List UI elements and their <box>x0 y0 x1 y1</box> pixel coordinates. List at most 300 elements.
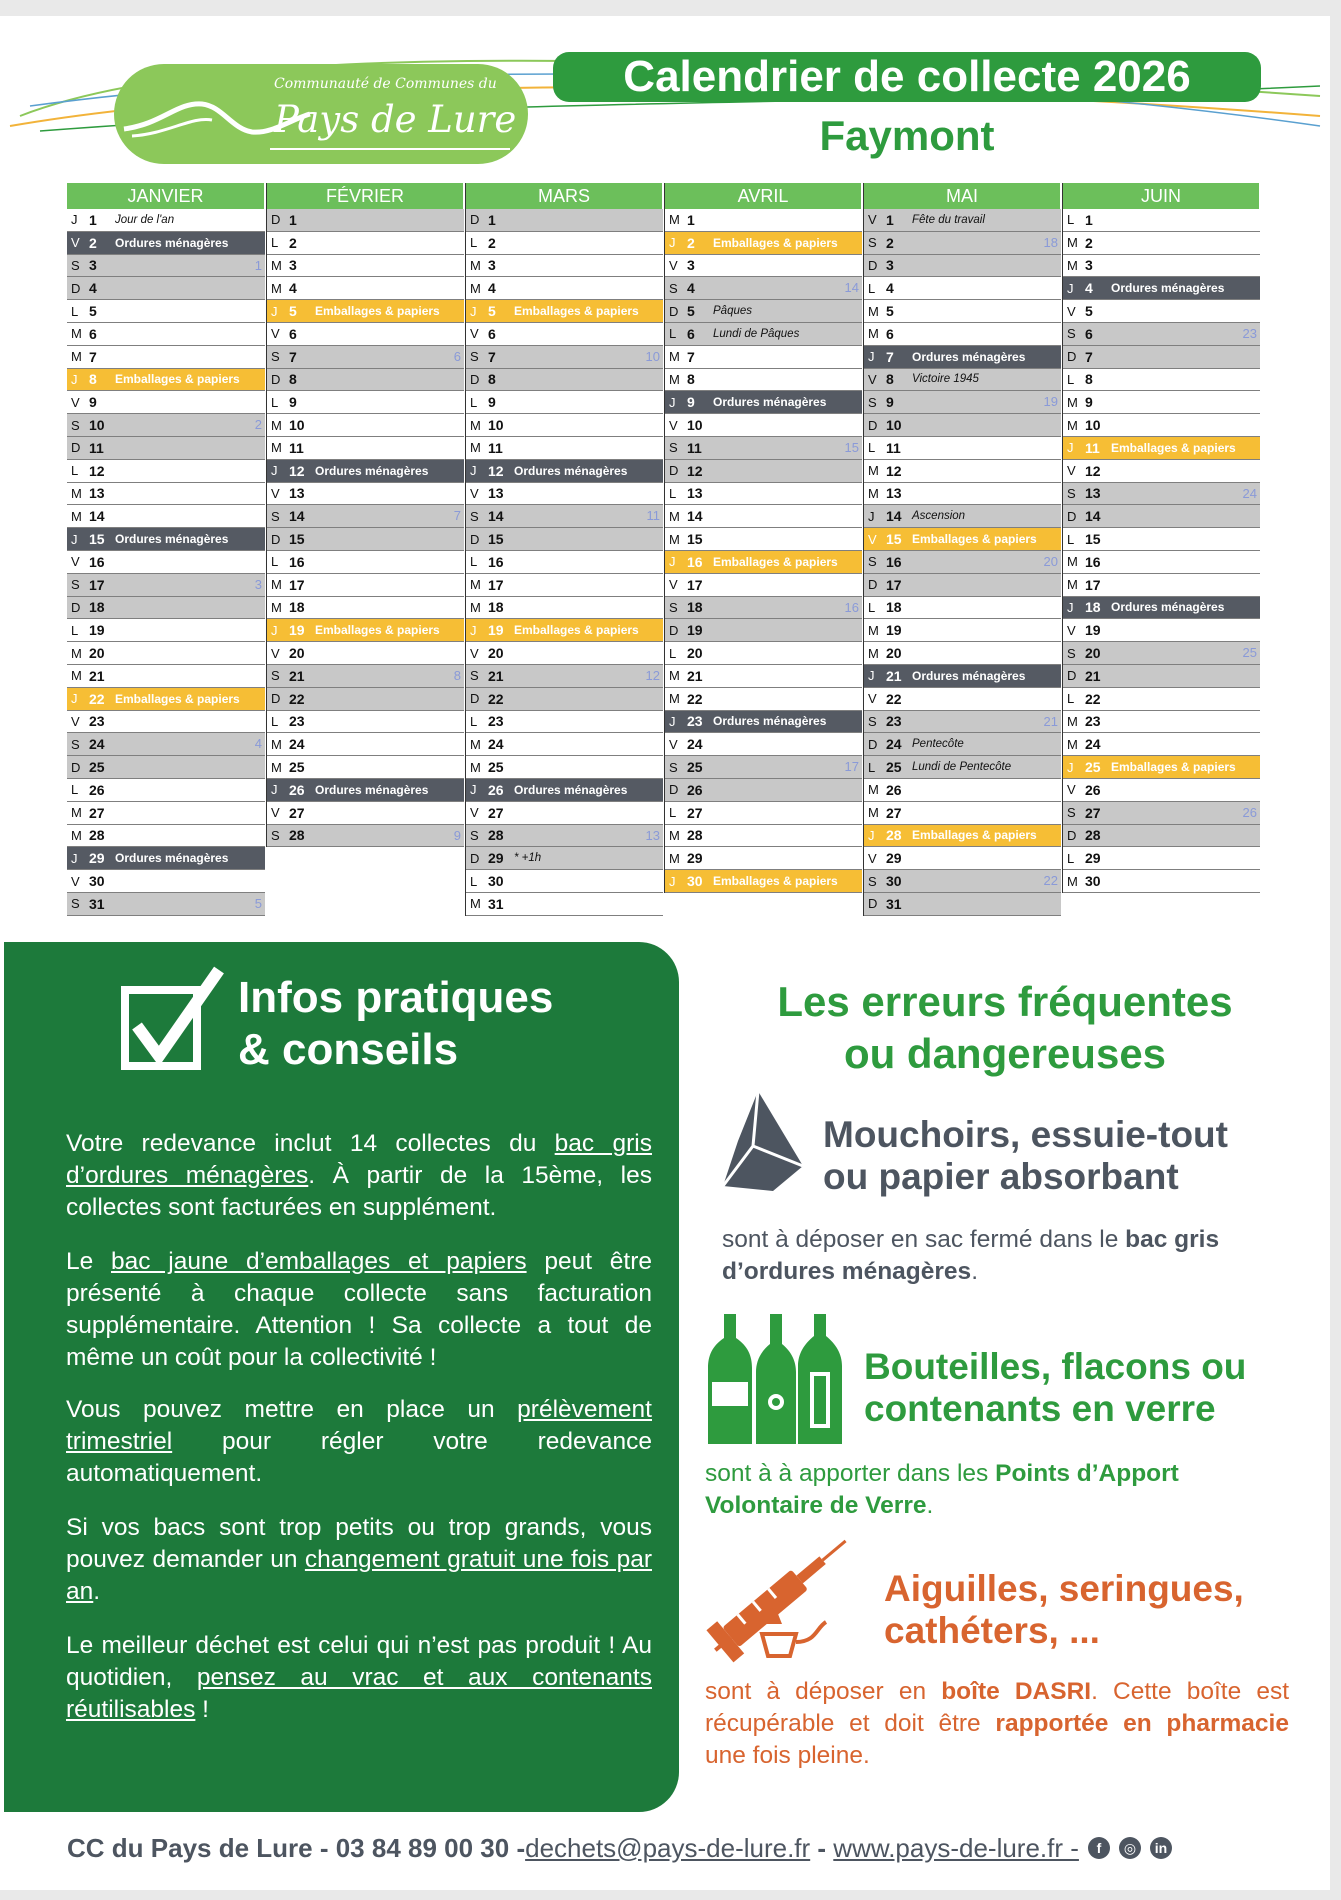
day-letter: J <box>868 349 875 365</box>
day-row <box>864 756 1061 779</box>
day-event: Ordures ménagères <box>115 235 229 250</box>
day-number: 31 <box>886 895 902 912</box>
day-row <box>1063 574 1260 597</box>
day-number: 1 <box>1085 211 1093 228</box>
day-number: 16 <box>488 553 504 570</box>
day-number: 3 <box>89 257 97 274</box>
day-row <box>466 414 663 437</box>
week-number: 22 <box>1043 873 1058 889</box>
day-row <box>267 756 464 779</box>
day-number: 11 <box>89 439 104 456</box>
day-letter: S <box>470 508 479 524</box>
day-letter: J <box>669 235 676 251</box>
day-number: 24 <box>289 736 305 753</box>
day-number: 9 <box>289 394 297 411</box>
day-number: 4 <box>687 280 695 297</box>
day-number: 23 <box>687 713 703 730</box>
day-row <box>466 847 663 870</box>
day-number: 16 <box>89 553 105 570</box>
day-row <box>1063 711 1260 734</box>
p2-underline: bac jaune d’emballages et papiers <box>111 1248 527 1275</box>
day-row <box>864 597 1061 620</box>
day-number: 18 <box>1085 599 1101 616</box>
day-row <box>67 756 265 779</box>
day-letter: L <box>470 554 478 570</box>
day-number: 4 <box>89 280 97 297</box>
day-row <box>1063 665 1260 688</box>
day-number: 19 <box>886 622 902 639</box>
day-letter: L <box>1067 850 1075 866</box>
day-letter: J <box>868 508 875 524</box>
header <box>0 16 1330 181</box>
day-number: 13 <box>89 485 105 502</box>
day-letter: L <box>271 235 279 251</box>
day-row <box>864 232 1061 255</box>
day-row <box>67 209 265 232</box>
day-row <box>665 825 862 848</box>
day-number: 31 <box>89 895 105 912</box>
day-row <box>67 619 265 642</box>
day-letter: V <box>868 691 877 707</box>
day-letter: J <box>271 622 278 638</box>
day-letter: M <box>1067 394 1078 410</box>
day-letter: D <box>868 417 878 433</box>
day-number: 13 <box>488 485 504 502</box>
day-row <box>864 619 1061 642</box>
day-number: 19 <box>1085 622 1101 639</box>
infos-panel <box>4 942 679 1812</box>
day-letter: L <box>1067 371 1075 387</box>
p5-text: Le meilleur déchet est celui qui n’est pas produit ! Au quotidien, <box>66 1632 652 1691</box>
day-letter: J <box>71 850 78 866</box>
day-number: 1 <box>488 211 496 228</box>
error-3-heading <box>884 1568 1244 1652</box>
month-column <box>863 183 1061 916</box>
day-number: 27 <box>289 804 305 821</box>
day-number: 22 <box>687 690 703 707</box>
day-row <box>267 483 464 506</box>
month-header: MAI <box>864 183 1061 209</box>
day-row <box>466 870 663 893</box>
day-row <box>665 323 862 346</box>
day-event: Ascension <box>912 510 966 523</box>
p2-text: Le <box>66 1248 111 1275</box>
day-row <box>1063 551 1260 574</box>
day-number: 14 <box>886 508 902 525</box>
day-row <box>864 437 1061 460</box>
day-number: 30 <box>1085 873 1101 889</box>
day-number: 26 <box>89 781 105 798</box>
day-letter: S <box>470 349 479 365</box>
title-banner <box>553 52 1261 102</box>
day-row <box>67 551 265 574</box>
collection-calendar <box>67 183 1262 939</box>
day-event: Emballages & papiers <box>315 623 440 638</box>
day-number: 9 <box>886 394 894 411</box>
day-letter: D <box>71 280 81 296</box>
day-number: 19 <box>687 622 703 639</box>
day-letter: V <box>868 212 877 228</box>
day-row <box>1063 391 1260 414</box>
day-letter: S <box>669 759 678 775</box>
day-row <box>665 232 862 255</box>
day-number: 31 <box>488 895 504 912</box>
day-letter: M <box>669 349 680 365</box>
day-number: 12 <box>488 462 504 479</box>
day-row <box>466 733 663 756</box>
day-number: 5 <box>89 303 97 320</box>
day-letter: L <box>71 303 79 319</box>
instagram-icon[interactable]: ◎ <box>1119 1837 1141 1859</box>
day-number: 24 <box>687 736 703 753</box>
day-letter: S <box>868 713 877 729</box>
day-number: 8 <box>687 371 695 388</box>
day-event: Emballages & papiers <box>1111 760 1236 775</box>
day-number: 11 <box>687 439 702 456</box>
day-number: 21 <box>687 667 703 684</box>
day-letter: J <box>71 371 78 387</box>
day-row <box>665 870 862 893</box>
day-letter: V <box>1067 303 1076 319</box>
day-row <box>67 460 265 483</box>
day-letter: J <box>271 463 278 479</box>
day-number: 11 <box>488 439 503 456</box>
day-letter: S <box>71 896 80 912</box>
day-number: 26 <box>687 781 703 798</box>
day-number: 15 <box>89 531 105 548</box>
e3-text-2: . Cette boîte est récupérable et doit être <box>705 1678 1289 1737</box>
day-row <box>1063 619 1260 642</box>
day-letter: D <box>271 212 281 228</box>
day-letter: V <box>1067 782 1076 798</box>
day-number: 24 <box>1085 736 1101 753</box>
day-number: 5 <box>1085 303 1093 320</box>
day-number: 15 <box>1085 531 1101 548</box>
day-row <box>466 483 663 506</box>
day-number: 28 <box>289 827 305 844</box>
day-event: Ordures ménagères <box>1111 600 1225 615</box>
day-letter: D <box>1067 668 1077 684</box>
p4-text: Si vos bacs sont trop petits ou trop grands, vous pouvez demander un <box>66 1514 652 1573</box>
day-row <box>864 323 1061 346</box>
day-letter: J <box>1067 599 1074 615</box>
e3-bold-1: boîte DASRI <box>941 1678 1092 1705</box>
day-letter: L <box>470 713 478 729</box>
day-number: 30 <box>687 873 703 889</box>
day-row <box>1063 255 1260 278</box>
day-row <box>466 255 663 278</box>
day-event: Emballages & papiers <box>315 304 440 319</box>
e3-bold-2: rapportée en pharmacie <box>995 1710 1289 1737</box>
day-letter: V <box>271 645 280 661</box>
footer-website-link[interactable]: www.pays-de-lure.fr - <box>833 1832 1079 1863</box>
day-number: 20 <box>488 645 504 662</box>
day-letter: M <box>868 782 879 798</box>
week-number: 6 <box>453 348 461 364</box>
day-row <box>267 300 464 323</box>
day-number: 7 <box>488 348 496 365</box>
day-letter: M <box>1067 554 1078 570</box>
error-1-description <box>722 1224 1282 1288</box>
day-number: 8 <box>89 371 97 388</box>
day-row <box>67 323 265 346</box>
day-row <box>267 255 464 278</box>
day-row <box>267 642 464 665</box>
day-letter: M <box>470 440 481 456</box>
day-row <box>466 437 663 460</box>
day-letter: S <box>71 577 80 593</box>
day-letter: V <box>470 485 479 501</box>
day-row <box>67 300 265 323</box>
day-number: 12 <box>886 462 902 479</box>
day-number: 11 <box>289 439 304 456</box>
day-letter: M <box>71 326 82 342</box>
day-number: 15 <box>886 531 902 548</box>
day-letter: M <box>669 531 680 547</box>
day-letter: J <box>669 873 676 889</box>
day-row <box>267 597 464 620</box>
day-letter: J <box>669 713 676 729</box>
day-letter: L <box>669 326 677 342</box>
day-event: Victoire 1945 <box>912 373 979 386</box>
week-number: 10 <box>645 348 660 364</box>
footer <box>67 1828 1267 1868</box>
footer-email-link[interactable]: dechets@pays-de-lure.fr <box>525 1832 811 1863</box>
day-row <box>267 414 464 437</box>
commune-name: Faymont <box>819 112 995 159</box>
day-row <box>466 574 663 597</box>
day-event: Ordures ménagères <box>912 668 1026 683</box>
week-number: 13 <box>645 827 660 843</box>
errors-title <box>700 976 1310 1080</box>
day-number: 22 <box>289 690 305 707</box>
day-letter: M <box>669 827 680 843</box>
day-number: 30 <box>886 873 902 889</box>
day-row <box>864 711 1061 734</box>
e1-end: . <box>971 1258 978 1285</box>
day-number: 23 <box>1085 713 1101 730</box>
day-number: 4 <box>488 280 496 297</box>
info-paragraph-5 <box>66 1630 652 1726</box>
day-row <box>665 460 862 483</box>
day-row <box>267 323 464 346</box>
day-row <box>1063 756 1260 779</box>
day-row <box>466 779 663 802</box>
month-header: AVRIL <box>665 183 862 209</box>
day-number: 12 <box>89 462 105 479</box>
month-header: JANVIER <box>67 183 265 209</box>
day-letter: L <box>868 599 876 615</box>
day-number: 29 <box>886 850 902 867</box>
error-2-heading-line1: Bouteilles, flacons ou <box>864 1346 1247 1387</box>
day-row <box>466 893 663 916</box>
day-row <box>665 528 862 551</box>
day-event: Pâques <box>713 305 753 318</box>
day-number: 15 <box>488 531 504 548</box>
day-letter: M <box>470 896 481 912</box>
day-row <box>1063 802 1260 825</box>
day-number: 24 <box>89 736 105 753</box>
day-number: 14 <box>687 508 703 525</box>
day-number: 13 <box>289 485 305 502</box>
day-row <box>267 437 464 460</box>
day-letter: L <box>1067 691 1075 707</box>
e3-end: une fois pleine. <box>705 1742 870 1769</box>
month-column <box>664 183 862 893</box>
day-number: 8 <box>886 371 894 388</box>
day-letter: S <box>868 394 877 410</box>
day-letter: D <box>271 691 281 707</box>
day-row <box>466 369 663 392</box>
p5-text-end: ! <box>195 1696 209 1723</box>
day-number: 19 <box>289 622 305 639</box>
day-number: 14 <box>89 508 105 525</box>
day-row <box>665 574 862 597</box>
day-row <box>267 619 464 642</box>
day-row <box>665 665 862 688</box>
day-letter: M <box>470 577 481 593</box>
day-number: 28 <box>1085 827 1101 844</box>
day-row <box>466 825 663 848</box>
e1-text: sont à déposer en sac fermé dans le <box>722 1226 1126 1253</box>
day-letter: S <box>1067 326 1076 342</box>
day-number: 23 <box>886 713 902 730</box>
day-number: 6 <box>89 325 97 342</box>
day-row <box>864 574 1061 597</box>
day-number: 10 <box>289 417 305 434</box>
week-number: 26 <box>1242 804 1257 820</box>
day-letter: D <box>271 531 281 547</box>
day-number: 16 <box>687 553 703 570</box>
day-number: 13 <box>886 485 902 502</box>
day-letter: L <box>71 622 79 638</box>
day-letter: S <box>470 827 479 843</box>
linkedin-icon[interactable]: in <box>1150 1837 1172 1859</box>
day-number: 27 <box>89 804 105 821</box>
day-letter: M <box>669 668 680 684</box>
day-letter: S <box>271 668 280 684</box>
week-number: 14 <box>844 280 859 296</box>
day-letter: J <box>1067 440 1074 456</box>
week-number: 25 <box>1242 645 1257 661</box>
day-letter: M <box>71 349 82 365</box>
day-number: 20 <box>89 645 105 662</box>
day-letter: M <box>470 599 481 615</box>
day-row <box>267 209 464 232</box>
day-number: 17 <box>1085 576 1101 593</box>
day-letter: D <box>669 463 679 479</box>
p4-underline: changement gratuit une fois par an <box>66 1546 652 1605</box>
day-number: 7 <box>289 348 297 365</box>
day-event: Ordures ménagères <box>315 463 429 478</box>
day-number: 22 <box>886 690 902 707</box>
day-letter: J <box>470 463 477 479</box>
day-letter: L <box>271 554 279 570</box>
day-number: 12 <box>289 462 305 479</box>
day-number: 10 <box>687 417 703 434</box>
week-number: 5 <box>254 895 262 911</box>
day-number: 9 <box>1085 394 1093 411</box>
day-number: 2 <box>89 234 97 251</box>
day-letter: M <box>271 736 282 752</box>
day-row <box>864 642 1061 665</box>
day-event: Ordures ménagères <box>514 782 628 797</box>
day-letter: L <box>868 280 876 296</box>
day-row <box>864 779 1061 802</box>
day-row <box>267 825 464 848</box>
week-number: 19 <box>1043 394 1058 410</box>
day-number: 8 <box>488 371 496 388</box>
day-row <box>864 528 1061 551</box>
day-row <box>67 825 265 848</box>
day-row <box>267 277 464 300</box>
day-row <box>665 551 862 574</box>
day-number: 26 <box>289 781 305 798</box>
day-row <box>67 711 265 734</box>
day-letter: J <box>669 394 676 410</box>
day-number: 5 <box>886 303 894 320</box>
day-row <box>466 528 663 551</box>
day-number: 4 <box>886 280 894 297</box>
day-row <box>1063 414 1260 437</box>
day-number: 17 <box>289 576 305 593</box>
day-row <box>665 505 862 528</box>
day-letter: J <box>271 303 278 319</box>
day-letter: S <box>1067 805 1076 821</box>
day-number: 3 <box>289 257 297 274</box>
day-number: 14 <box>1085 508 1101 525</box>
day-row <box>67 642 265 665</box>
day-number: 10 <box>89 417 105 434</box>
week-number: 1 <box>254 257 262 273</box>
day-letter: D <box>470 531 480 547</box>
day-row <box>466 277 663 300</box>
day-letter: V <box>71 394 80 410</box>
day-number: 7 <box>687 348 695 365</box>
day-number: 24 <box>488 736 504 753</box>
day-letter: V <box>868 531 877 547</box>
day-letter: D <box>669 622 679 638</box>
day-number: 9 <box>89 394 97 411</box>
facebook-icon[interactable]: f <box>1088 1837 1110 1859</box>
day-number: 8 <box>289 371 297 388</box>
day-row <box>665 277 862 300</box>
day-letter: M <box>271 599 282 615</box>
day-letter: L <box>868 759 876 775</box>
day-number: 20 <box>687 645 703 662</box>
day-letter: V <box>669 417 678 433</box>
day-letter: V <box>71 713 80 729</box>
day-event: Fête du travail <box>912 213 985 226</box>
day-letter: S <box>1067 485 1076 501</box>
day-row <box>67 688 265 711</box>
day-letter: L <box>470 873 478 889</box>
day-number: 7 <box>89 348 97 365</box>
errors-title-line2: ou dangereuses <box>843 1030 1167 1077</box>
day-row <box>267 665 464 688</box>
day-letter: D <box>71 599 81 615</box>
day-letter: M <box>71 485 82 501</box>
info-paragraph-3 <box>66 1394 652 1490</box>
week-number: 23 <box>1242 325 1257 341</box>
day-row <box>1063 733 1260 756</box>
day-number: 3 <box>488 257 496 274</box>
day-number: 28 <box>886 827 902 844</box>
day-letter: M <box>271 257 282 273</box>
day-row <box>466 391 663 414</box>
day-number: 2 <box>886 234 894 251</box>
day-number: 27 <box>886 804 902 821</box>
